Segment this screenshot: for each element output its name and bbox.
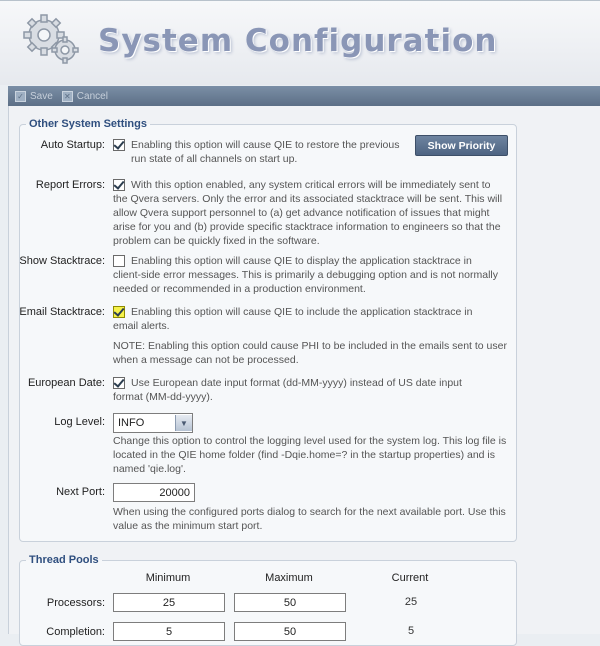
cancel-button[interactable] xyxy=(62,91,108,102)
report-errors-label: Report Errors: xyxy=(35,179,105,191)
header xyxy=(0,0,600,85)
processors-min-input[interactable]: 25 xyxy=(113,593,225,612)
european-date-label: European Date: xyxy=(27,377,105,389)
thread-pools-title: Thread Pools xyxy=(29,554,99,566)
other-system-settings-title: Other System Settings xyxy=(29,118,147,130)
completion-min-input[interactable]: 5 xyxy=(113,622,225,641)
chevron-down-icon[interactable]: ▼ xyxy=(175,415,192,431)
report-errors-description: With this option enabled, any system critical errors will be immediately sent to the Qvera servers. Only the error and its associated stacktrace will be sent. This will allow Qvera support personnel to (a) get advance notification of issues that might arise for you and (b) provide specific stacktrace information to engineers so that the problem can be quickly fixed in the software. xyxy=(113,179,503,247)
auto-startup-label: Auto Startup: xyxy=(40,139,105,151)
email-stacktrace-checkbox[interactable] xyxy=(113,306,125,318)
cancel-icon: ✕ xyxy=(62,91,73,102)
email-stacktrace-label: Email Stacktrace: xyxy=(19,306,105,318)
next-port-description: When using the configured ports dialog to search for the next available port. Use this value as the minimum start port. xyxy=(113,506,506,532)
log-level-value: INFO xyxy=(118,417,145,429)
page-title: System Configuration xyxy=(98,23,498,59)
show-stacktrace-description: Enabling this option will cause QIE to display the application stacktrace in client-side error messages. This is primarily a debugging option and is not normally needed or recommended in a production environment. xyxy=(113,255,498,295)
col-maximum: Maximum xyxy=(265,572,313,584)
auto-startup-checkbox[interactable] xyxy=(113,139,125,151)
cancel-label: Cancel xyxy=(76,90,108,102)
col-minimum: Minimum xyxy=(145,572,191,584)
log-level-description: Change this option to control the logging level used for the system log. This log file is located in the QIE home folder (find -Dqie.home=? in the startup properties) and is named 'qie.log'. xyxy=(113,435,507,475)
save-icon: ✓ xyxy=(15,91,26,102)
email-stacktrace-description: Enabling this option will cause QIE to include the application stacktrace in email alerts. xyxy=(113,306,473,332)
main-panel xyxy=(8,106,600,638)
processors-current: 25 xyxy=(355,593,467,611)
processors-label: Processors: xyxy=(46,597,105,609)
completion-max-input[interactable]: 50 xyxy=(234,622,346,641)
next-port-input[interactable]: 20000 xyxy=(113,483,195,502)
log-level-select[interactable] xyxy=(113,413,193,433)
save-button[interactable] xyxy=(15,91,53,102)
completion-current: 5 xyxy=(355,622,467,640)
next-port-label: Next Port: xyxy=(56,486,105,498)
completion-label: Completion: xyxy=(46,626,105,638)
processors-max-input[interactable]: 50 xyxy=(234,593,346,612)
european-date-description: Use European date input format (dd-MM-yyyy) instead of US date input format (MM-dd-yyyy). xyxy=(113,377,462,403)
show-stacktrace-label: Show Stacktrace: xyxy=(19,255,105,267)
report-errors-checkbox[interactable] xyxy=(113,179,125,191)
email-stacktrace-note: NOTE: Enabling this option could cause PHI to be included in the emails sent to user when a message can not be processed. xyxy=(113,340,507,366)
log-level-label: Log Level: xyxy=(54,416,105,428)
show-stacktrace-checkbox[interactable] xyxy=(113,255,125,267)
european-date-checkbox[interactable] xyxy=(113,377,125,389)
toolbar xyxy=(8,86,600,106)
show-priority-button[interactable]: Show Priority xyxy=(415,135,508,156)
save-label: Save xyxy=(30,90,53,102)
auto-startup-description: Enabling this option will cause QIE to restore the previous run state of all channels on start up. xyxy=(131,139,400,165)
col-current: Current xyxy=(391,572,429,584)
gears-icon xyxy=(22,13,80,65)
